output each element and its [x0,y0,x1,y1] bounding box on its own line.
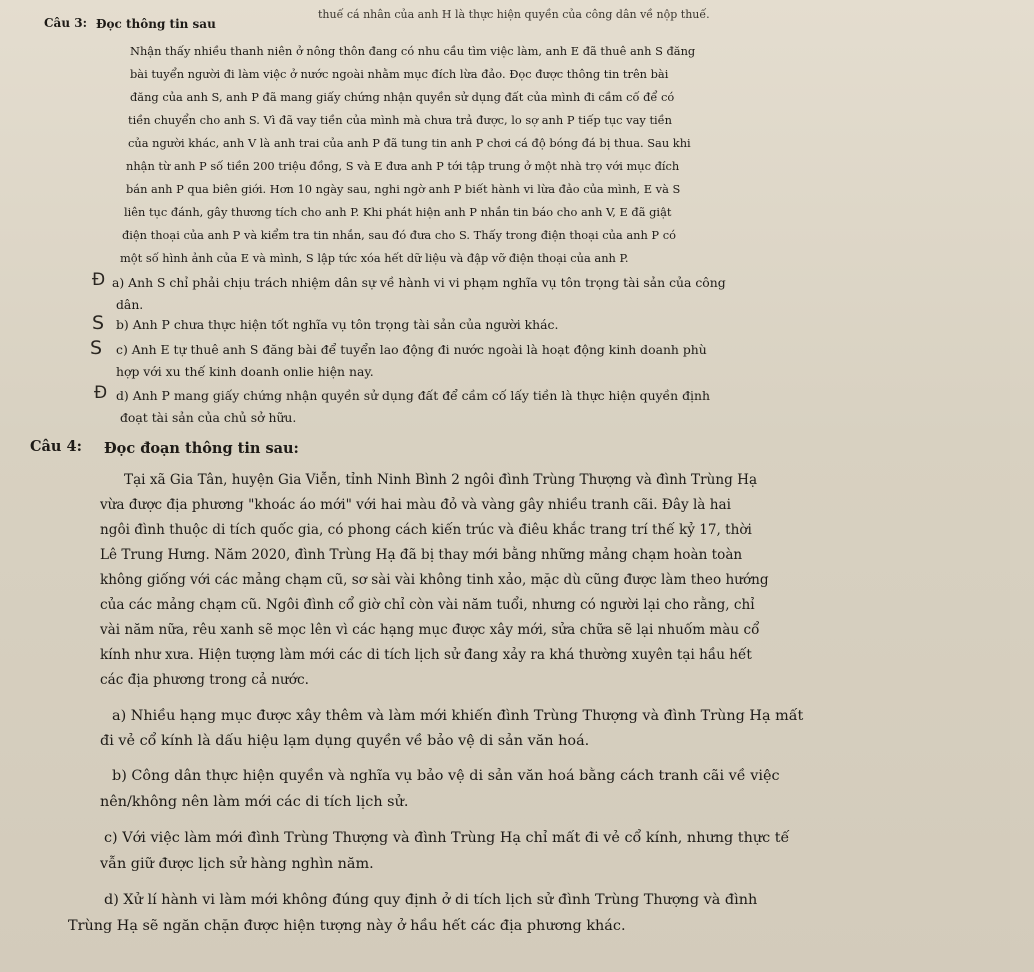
handwritten-mark-d: Đ [94,383,108,403]
q3-paragraph-line-2: bài tuyển người đi làm việc ở nước ngoài nhằm mục đích lừa đảo. Đọc được thông tin trên bài [130,67,669,81]
question-4-label: Câu 4: [30,438,82,455]
q3-paragraph-line-4: tiền chuyển cho anh S. Vì đã vay tiền của mình mà chưa trả được, lo sợ anh P tiếp tục vay tiền [128,113,673,127]
q4-paragraph-line-7: vài năm nữa, rêu xanh sẽ mọc lên vì các hạng mục được xây mới, sửa chữa sẽ lại nhuốm màu cổ [100,622,760,638]
q4-paragraph-line-3: ngôi đình thuộc di tích quốc gia, có phong cách kiến trúc và điêu khắc trang trí thế kỷ 17, thời [100,522,752,538]
q4-paragraph-line-6: của các mảng chạm cũ. Ngôi đình cổ giờ chỉ còn vài năm tuổi, nhưng có người lại cho rằng, chỉ [100,597,755,613]
q4-paragraph-line-2: vừa được địa phương "khoác áo mới" với hai màu đỏ và vàng gây nhiều tranh cãi. Đây là hai [100,497,731,513]
q4-option-b-line-2: nên/không nên làm mới các di tích lịch sử. [100,794,409,810]
q3-paragraph-line-10: một số hình ảnh của E và mình, S lập tức xóa hết dữ liệu và đập vỡ điện thoại của anh P. [120,251,629,265]
question-3-intro: Đọc thông tin sau [96,17,216,31]
q3-option-d-line-2: đoạt tài sản của chủ sở hữu. [120,410,297,425]
question-4-intro: Đọc đoạn thông tin sau: [104,440,299,457]
q3-paragraph-line-3: đăng của anh S, anh P đã mang giấy chứng nhận quyền sử dụng đất của mình đi cầm cố để có [130,90,675,104]
q3-paragraph-line-6: nhận từ anh P số tiền 200 triệu đồng, S và E đưa anh P tới tập trung ở một nhà trọ với mục đích [126,159,680,173]
q4-paragraph-line-8: kính như xưa. Hiện tượng làm mới các di tích lịch sử đang xảy ra khá thường xuyên tại hầu hết [100,647,752,663]
q4-option-b-line-1: b) Công dân thực hiện quyền và nghĩa vụ bảo vệ di sản văn hoá bằng cách tranh cãi về việc [112,768,780,784]
q3-option-a-line-2: dân. [116,297,144,312]
q3-paragraph-line-1: Nhận thấy nhiều thanh niên ở nông thôn đang có nhu cầu tìm việc làm, anh E đã thuê anh S đăng [130,44,696,58]
q3-option-a-line-1: a) Anh S chỉ phải chịu trách nhiệm dân sự về hành vi vi phạm nghĩa vụ tôn trọng tài sản của công [112,275,726,290]
q4-option-d-line-2: Trùng Hạ sẽ ngăn chặn được hiện tượng này ở hầu hết các địa phương khác. [68,918,626,934]
q4-option-c-line-1: c) Với việc làm mới đình Trùng Thượng và đình Trùng Hạ chỉ mất đi vẻ cổ kính, nhưng thực tế [104,830,790,846]
q3-paragraph-line-8: liên tục đánh, gây thương tích cho anh P. Khi phát hiện anh P nhắn tin báo cho anh V, E đã giật [124,205,672,219]
q3-paragraph-line-5: của người khác, anh V là anh trai của anh P đã tung tin anh P chơi cá độ bóng đá bị thua. Sau khi [128,136,691,150]
q3-option-c-line-2: hợp với xu thế kinh doanh onlie hiện nay. [116,364,374,379]
partial-top-line: thuế cá nhân của anh H là thực hiện quyền của công dân về nộp thuế. [318,8,710,21]
q4-option-a-line-1: a) Nhiều hạng mục được xây thêm và làm mới khiến đình Trùng Thượng và đình Trùng Hạ mất [112,708,804,724]
q3-option-b: b) Anh P chưa thực hiện tốt nghĩa vụ tôn trọng tài sản của người khác. [116,317,559,332]
q3-option-d-line-1: d) Anh P mang giấy chứng nhận quyền sử dụng đất để cầm cố lấy tiền là thực hiện quyền định [116,388,710,403]
q3-paragraph-line-9: điện thoại của anh P và kiểm tra tin nhắn, sau đó đưa cho S. Thấy trong điện thoại của anh P có [122,228,676,242]
q4-paragraph-line-5: không giống với các mảng chạm cũ, sơ sài vài không tinh xảo, mặc dù cũng được làm theo hướng [100,572,769,588]
handwritten-mark-b: S [92,312,105,334]
handwritten-mark-a: Đ [92,270,106,290]
q4-option-a-line-2: đi vẻ cổ kính là dấu hiệu lạm dụng quyền về bảo vệ di sản văn hoá. [100,733,590,749]
q4-paragraph-line-9: các địa phương trong cả nước. [100,672,309,688]
q4-option-d-line-1: d) Xử lí hành vi làm mới không đúng quy định ở di tích lịch sử đình Trùng Thượng và đình [104,892,758,908]
q3-option-c-line-1: c) Anh E tự thuê anh S đăng bài để tuyển lao động đi nước ngoài là hoạt động kinh doanh phù [116,342,707,357]
q4-paragraph-line-1: Tại xã Gia Tân, huyện Gia Viễn, tỉnh Ninh Bình 2 ngôi đình Trùng Thượng và đình Trùng Hạ [124,472,758,488]
question-3-label: Câu 3: [44,16,88,30]
handwritten-mark-c: S [90,337,103,359]
q3-paragraph-line-7: bán anh P qua biên giới. Hơn 10 ngày sau, nghi ngờ anh P biết hành vi lừa đảo của mình, E và S [126,182,681,196]
q4-paragraph-line-4: Lê Trung Hưng. Năm 2020, đình Trùng Hạ đã bị thay mới bằng những mảng chạm hoàn toàn [100,547,743,563]
q4-option-c-line-2: vẫn giữ được lịch sử hàng nghìn năm. [100,856,374,872]
